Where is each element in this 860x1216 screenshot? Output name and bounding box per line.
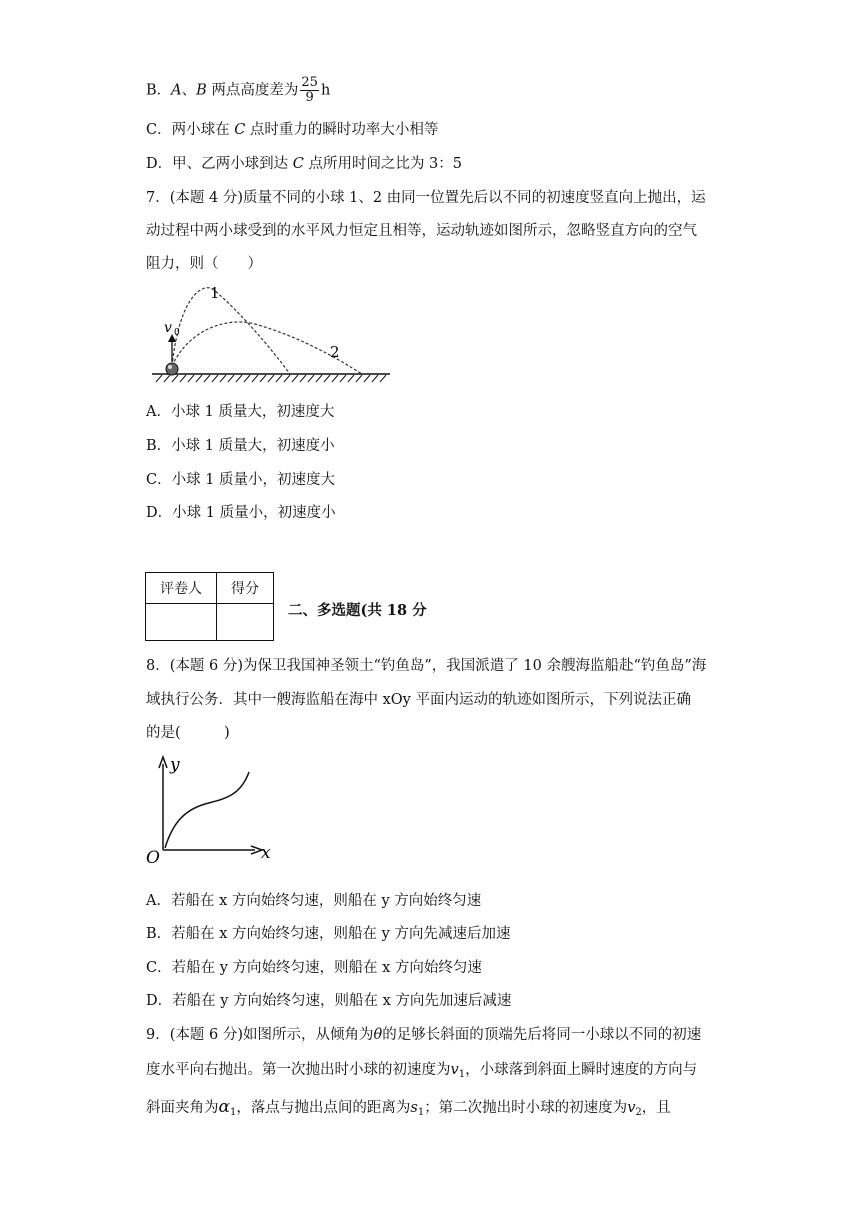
- q9-line1-part-a: 9．(本题 6 分)如图所示，从倾角为: [146, 1027, 374, 1043]
- q6-option-d: [146, 152, 462, 173]
- q6-option-b: [146, 76, 330, 105]
- q8-option-a: A．若船在 x 方向始终匀速，则船在 y 方向始终匀速: [146, 893, 482, 909]
- label-trajectory-2: 2: [330, 343, 340, 361]
- score-cell: [217, 604, 274, 641]
- q9-stem-line-1: [146, 1023, 701, 1044]
- q6-point-c-d: C: [292, 156, 304, 172]
- q6-option-c-text: 点时重力的瞬时功率大小相等: [245, 122, 439, 138]
- q6-option-d-prefix: D．甲、乙两小球到达: [146, 156, 293, 172]
- q8-stem-line-2: 域执行公务．其中一艘海监船在海中 xOy 平面内运动的轨迹如图所示，下列说法正确: [146, 692, 691, 708]
- q7-option-d: D．小球 1 质量小，初速度小: [146, 505, 336, 521]
- label-x: x: [261, 843, 271, 863]
- q9-line2-part-a: 度水平向右抛出。第一次抛出时小球的初速度为: [146, 1062, 451, 1078]
- ball-highlight: [168, 365, 172, 369]
- ball: [166, 363, 178, 375]
- q9-line3-part-d: ，且: [641, 1100, 671, 1116]
- q9-line3-part-b: ，落点与抛出点间的距离为: [236, 1100, 411, 1116]
- section-title: 二、多选题(共 18 分: [288, 602, 427, 619]
- trajectory-1: [172, 288, 290, 374]
- q6-separator: 、: [181, 82, 197, 99]
- q6-option-c: [146, 118, 438, 139]
- score-header: 得分: [217, 573, 274, 604]
- ship-trajectory: [165, 772, 249, 848]
- q9-line1-part-b: 的足够长斜面的顶端先后将同一小球以不同的初速: [382, 1027, 702, 1043]
- label-v0: v: [164, 320, 172, 336]
- label-v0-subscript: 0: [174, 328, 180, 338]
- q6-option-d-text: 点所用时间之比为 3：5: [303, 156, 463, 172]
- q9-v1-symbol: v: [450, 1062, 459, 1078]
- ground-hatching: [156, 375, 386, 382]
- q9-theta-symbol: θ: [373, 1027, 383, 1043]
- q7-option-a: A．小球 1 质量大，初速度大: [146, 404, 335, 420]
- q6-option-c-prefix: C．两小球在: [146, 122, 235, 138]
- q9-s1-subscript: 1: [417, 1107, 425, 1118]
- q9-v2-symbol: v: [627, 1100, 636, 1116]
- reviewer-header: 评卷人: [146, 573, 217, 604]
- q9-line2-part-b: ，小球落到斜面上瞬时速度的方向与: [465, 1062, 698, 1078]
- q9-line3-part-c: ；第二次抛出时小球的初速度为: [424, 1100, 628, 1116]
- q6-option-b-unit: h: [320, 82, 331, 99]
- q6-fraction-numerator: 25: [301, 75, 318, 90]
- q6-fraction: [300, 76, 319, 105]
- q6-option-b-text: 两点高度差为: [206, 82, 299, 99]
- q7-option-b: B．小球 1 质量大，初速度小: [146, 438, 335, 454]
- q7-stem-line-1: 7．(本题 4 分)质量不同的小球 1、2 由同一位置先后以不同的初速度竖直向上抛出，运: [146, 190, 706, 206]
- q6-point-c: C: [234, 122, 246, 138]
- q9-stem-line-2: [146, 1058, 697, 1080]
- reviewer-cell: [146, 604, 217, 641]
- q9-line3-part-a: 斜面夹角为: [146, 1100, 219, 1116]
- q8-option-d: D．若船在 y 方向始终匀速，则船在 x 方向先加速后减速: [146, 993, 512, 1009]
- q8-stem-line-1: 8．(本题 6 分)为保卫我国神圣领土“钓鱼岛”，我国派遣了 10 余艘海监船赴“钓鱼岛”海: [146, 658, 707, 674]
- q7-trajectory-figure: [150, 282, 395, 388]
- label-trajectory-1: 1: [210, 284, 220, 302]
- q6-option-b-prefix: B．: [146, 82, 172, 99]
- q9-alpha-subscript: 1: [229, 1107, 237, 1118]
- q7-stem-line-3: 阻力，则（ ）: [146, 256, 262, 272]
- q9-v1-subscript: 1: [458, 1069, 466, 1080]
- q7-stem-line-2: 动过程中两小球受到的水平风力恒定且相等，运动轨迹如图所示，忽略竖直方向的空气: [146, 223, 697, 239]
- q9-s1-symbol: s: [410, 1100, 418, 1116]
- q8-trajectory-figure: [145, 752, 280, 868]
- q6-fraction-denominator: 9: [305, 90, 314, 105]
- q6-point-a: A: [171, 82, 182, 99]
- q9-v2-subscript: 2: [635, 1107, 642, 1118]
- q8-stem-line-3: 的是( ): [146, 725, 230, 741]
- label-origin: O: [146, 848, 160, 868]
- q8-option-b: B．若船在 x 方向始终匀速，则船在 y 方向先减速后加速: [146, 926, 511, 942]
- q6-point-b: B: [196, 82, 207, 99]
- q9-alpha-symbol: α: [218, 1097, 230, 1117]
- label-y: y: [170, 755, 180, 775]
- score-table: [145, 572, 274, 641]
- q8-option-c: C．若船在 y 方向始终匀速，则船在 x 方向始终匀速: [146, 960, 482, 976]
- q7-option-c: C．小球 1 质量小，初速度大: [146, 472, 336, 488]
- q9-stem-line-3: [146, 1096, 671, 1118]
